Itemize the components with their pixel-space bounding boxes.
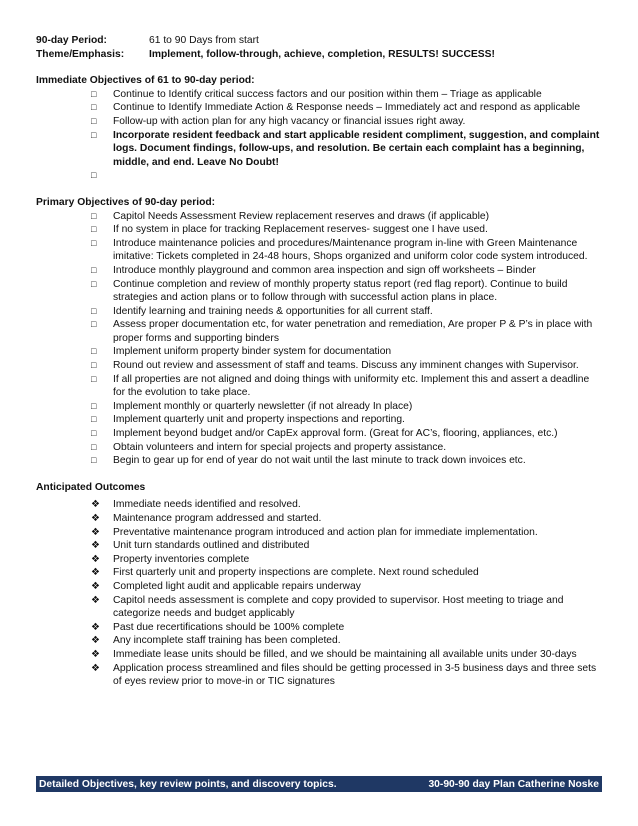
checkbox-bullet-icon: □ <box>91 115 97 126</box>
diamond-bullet-icon: ❖ <box>91 594 100 606</box>
list-item-text: Obtain volunteers and intern for special projects and property assistance. <box>113 441 447 453</box>
list-item <box>36 223 602 237</box>
diamond-bullet-icon: ❖ <box>91 540 100 552</box>
list-item <box>36 115 602 129</box>
list-item-text: Capitol Needs Assessment Review replacement reserves and draws (if applicable) <box>113 210 490 222</box>
checkbox-bullet-icon: □ <box>91 441 97 452</box>
diamond-bullet-icon: ❖ <box>91 513 100 524</box>
list-item <box>36 621 602 635</box>
diamond-bullet-icon: ❖ <box>91 635 100 647</box>
immediate-objectives-heading: Immediate Objectives of 61 to 90-day period: <box>36 75 255 87</box>
checkbox-bullet-icon: □ <box>91 264 97 275</box>
checkbox-bullet-icon: □ <box>91 414 97 425</box>
checkbox-bullet-icon: □ <box>91 278 97 289</box>
list-item <box>36 539 602 553</box>
list-item <box>36 237 602 264</box>
checkbox-bullet-icon: □ <box>91 224 97 235</box>
period-value: 61 to 90 Days from start <box>149 35 259 46</box>
list-item <box>36 88 602 102</box>
list-item-text: Continue to Identify Immediate Action & Response needs – Immediately act and respond as applicable <box>113 102 581 114</box>
diamond-bullet-icon: ❖ <box>91 553 100 565</box>
list-item-text: Immediate needs identified and resolved. <box>113 499 301 511</box>
footer-left-text: Detailed Objectives, key review points, and discovery topics. <box>39 778 337 790</box>
checkbox-bullet-icon: □ <box>91 210 97 221</box>
list-item-text: Capitol needs assessment is complete and copy provided to supervisor. Host meeting to triage and categorize needs and budget applicably <box>113 594 564 620</box>
checkbox-bullet-icon: □ <box>91 455 97 466</box>
checkbox-bullet-icon: □ <box>91 360 97 371</box>
list-item <box>36 101 602 115</box>
list-item <box>36 648 602 662</box>
list-item-text: Introduce monthly playground and common area inspection and sign off worksheets – Binder <box>113 264 536 276</box>
theme-value: Implement, follow-through, achieve, completion, RESULTS! SUCCESS! <box>149 48 495 60</box>
list-item-text: Continue to Identify critical success factors and our position within them – Triage as applicable <box>113 88 542 100</box>
footer-right-text: 30-90-90 day Plan Catherine Noske <box>428 778 599 790</box>
list-item <box>36 594 602 621</box>
list-item <box>36 169 602 183</box>
list-item <box>36 526 602 540</box>
list-item <box>36 580 602 594</box>
list-item <box>36 498 602 512</box>
list-item-text <box>113 169 602 183</box>
list-item <box>36 553 602 567</box>
checkbox-bullet-icon: □ <box>91 129 97 140</box>
list-item-text: Round out review and assessment of staff and teams. Discuss any imminent changes with Supervisor. <box>113 360 579 372</box>
list-item-text: Implement uniform property binder system for documentation <box>113 346 392 358</box>
document-page <box>36 34 602 689</box>
list-item-text: Implement beyond budget and/or CapEx approval form. (Great for AC’s, flooring, appliances, etc.) <box>113 428 558 440</box>
list-item <box>36 400 602 414</box>
list-item <box>36 129 602 170</box>
list-item <box>36 662 602 689</box>
list-item <box>36 318 602 345</box>
checkbox-bullet-icon: □ <box>91 346 97 357</box>
checkbox-bullet-icon: □ <box>91 237 97 248</box>
list-item <box>36 373 602 400</box>
period-label: 90-day Period: <box>36 35 107 46</box>
list-item-text: First quarterly unit and property inspections are complete. Next round scheduled <box>113 567 479 579</box>
immediate-objectives-list <box>36 88 602 183</box>
list-item-text: If all properties are not aligned and doing things with uniformity etc. Implement this and assert a deadline for the evolution to take place. <box>113 373 590 399</box>
checkbox-bullet-icon: □ <box>91 400 97 411</box>
theme-row <box>36 48 602 62</box>
list-item <box>36 278 602 305</box>
checkbox-bullet-icon: □ <box>91 428 97 439</box>
diamond-bullet-icon: ❖ <box>91 499 100 511</box>
diamond-bullet-icon: ❖ <box>91 567 100 579</box>
list-item-text: Completed light audit and applicable repairs underway <box>113 580 361 592</box>
diamond-bullet-icon: ❖ <box>91 526 100 538</box>
list-item <box>36 566 602 580</box>
list-item-text: Introduce maintenance policies and procedures/Maintenance program in-line with Green Maintenance imitative: Tickets completed in 24-48 hours, Shops organized and uniform color code system introduced. <box>113 237 588 263</box>
checkbox-bullet-icon: □ <box>91 319 97 330</box>
list-item <box>36 264 602 278</box>
diamond-bullet-icon: ❖ <box>91 580 100 592</box>
list-item-text: Implement quarterly unit and property inspections and reporting. <box>113 414 405 426</box>
list-item <box>36 345 602 359</box>
anticipated-outcomes-list <box>36 498 602 688</box>
primary-objectives-list <box>36 210 602 468</box>
list-item-text: If no system in place for tracking Replacement reserves- suggest one I have used. <box>113 224 488 236</box>
list-item <box>36 454 602 468</box>
checkbox-bullet-icon: □ <box>91 305 97 316</box>
checkbox-bullet-icon: □ <box>91 102 97 113</box>
checkbox-bullet-icon: □ <box>91 373 97 384</box>
list-item-text: Any incomplete staff training has been completed. <box>113 635 341 647</box>
list-item-text: Preventative maintenance program introduced and action plan for immediate implementation. <box>113 526 538 538</box>
list-item <box>36 305 602 319</box>
list-item <box>36 634 602 648</box>
theme-label: Theme/Emphasis: <box>36 48 125 60</box>
list-item-text: Past due recertifications should be 100% complete <box>113 621 345 633</box>
checkbox-bullet-icon: □ <box>91 170 97 181</box>
footer-bar <box>36 776 602 792</box>
list-item-text: Application process streamlined and files should be getting processed in 3-5 business days and three sets of eyes review prior to move-in or TIC signatures <box>113 662 597 688</box>
anticipated-outcomes-heading: Anticipated Outcomes <box>36 481 146 493</box>
diamond-bullet-icon: ❖ <box>91 662 100 674</box>
list-item <box>36 512 602 526</box>
list-item-text: Begin to gear up for end of year do not wait until the last minute to track down invoices etc. <box>113 455 526 467</box>
list-item-text: Incorporate resident feedback and start applicable resident compliment, suggestion, and complaint logs. Document findings, follow-ups, and resolution. Be certain each complaint has a beginning, middle, and end. Leave No Doubt! <box>113 129 600 168</box>
list-item <box>36 210 602 224</box>
list-item <box>36 413 602 427</box>
list-item <box>36 427 602 441</box>
checkbox-bullet-icon: □ <box>91 88 97 99</box>
list-item-text: Continue completion and review of monthly property status report (red flag report). Continue to build strategies and action plans or to follow through with successful action plans in place. <box>113 278 568 304</box>
list-item-text: Follow-up with action plan for any high vacancy or financial issues right away. <box>113 115 466 127</box>
list-item-text: Unit turn standards outlined and distributed <box>113 540 310 552</box>
primary-objectives-heading: Primary Objectives of 90-day period: <box>36 196 216 208</box>
list-item-text: Assess proper documentation etc, for water penetration and remediation, Are proper P & P’s in place with proper forms and supporting binders <box>113 319 593 344</box>
list-item-text: Property inventories complete <box>113 553 250 565</box>
diamond-bullet-icon: ❖ <box>91 621 100 633</box>
list-item-text: Immediate lease units should be filled, and we should be maintaining all available units under 30-days <box>113 648 577 660</box>
list-item <box>36 441 602 455</box>
list-item-text: Maintenance program addressed and started. <box>113 513 322 524</box>
list-item <box>36 359 602 373</box>
period-row <box>36 34 602 48</box>
diamond-bullet-icon: ❖ <box>91 648 100 660</box>
list-item-text: Identify learning and training needs & opportunities for all current staff. <box>113 305 433 317</box>
list-item-text: Implement monthly or quarterly newsletter (if not already In place) <box>113 400 413 412</box>
